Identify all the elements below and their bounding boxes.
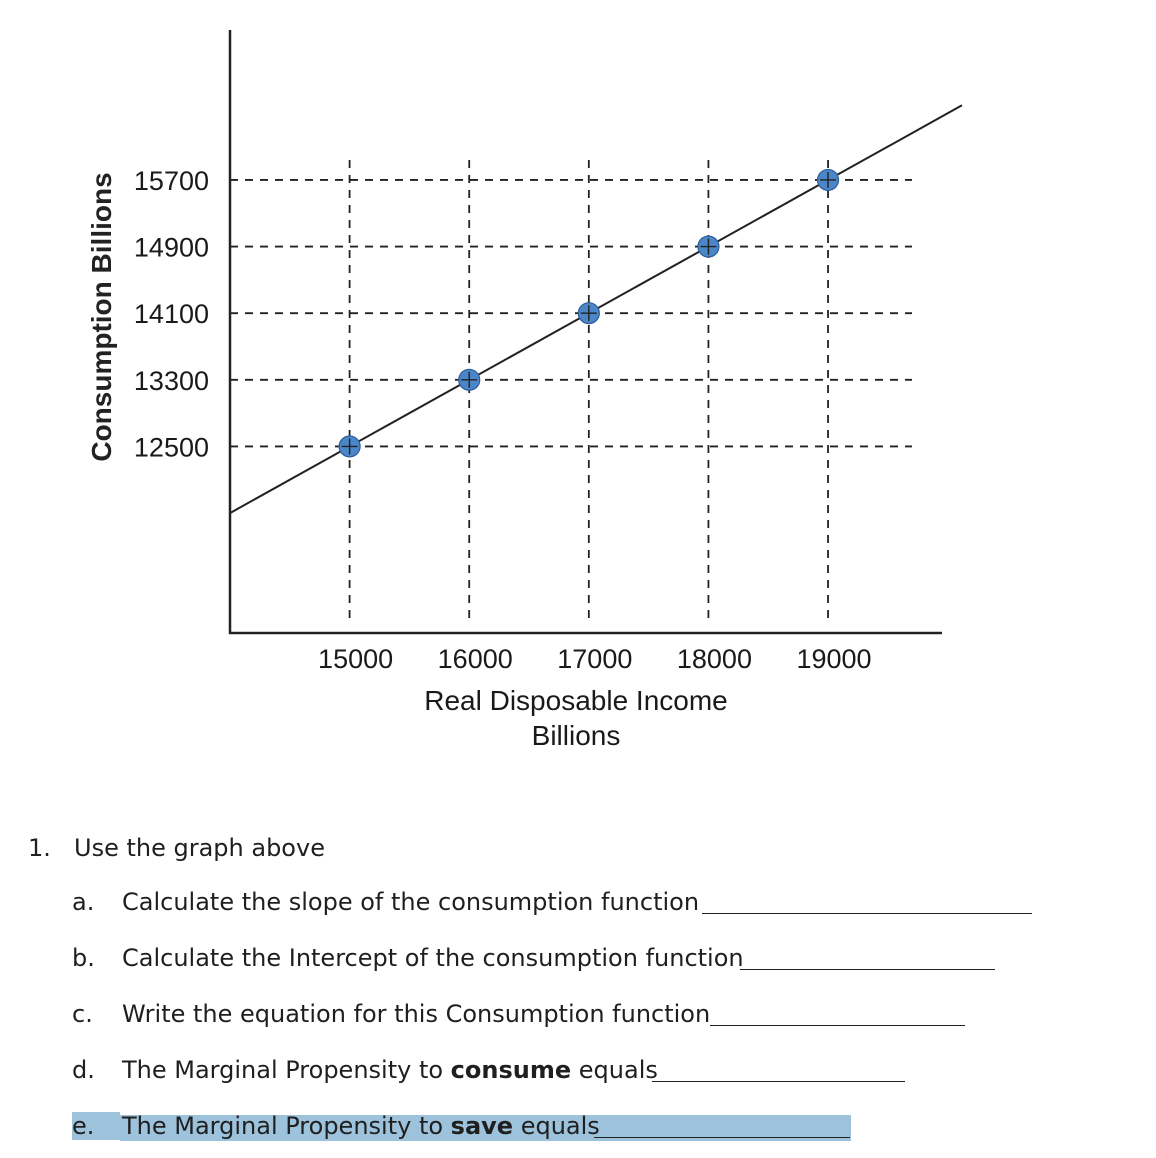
x-axis-label [424, 685, 728, 751]
question-1 [28, 834, 325, 862]
sub-text: The Marginal Propensity to consume equals [122, 1056, 658, 1084]
y-tick-label: 14900 [133, 232, 209, 263]
answer-blank-a[interactable] [702, 913, 1032, 914]
y-axis-label: Consumption Billions [86, 172, 117, 462]
x-tick-label: 17000 [557, 644, 633, 674]
x-tick-label: 18000 [676, 644, 752, 674]
sub-text: Calculate the Intercept of the consumption function [122, 944, 744, 972]
sub-question-a [72, 882, 1072, 922]
answer-blank-b[interactable] [740, 969, 995, 970]
y-tick-label: 12500 [133, 432, 209, 463]
y-tick-label: 14100 [133, 299, 209, 330]
answer-blank-c[interactable] [710, 1025, 965, 1026]
x-tick-label: 19000 [796, 644, 872, 674]
y-tick-labels [134, 166, 209, 463]
axes [229, 30, 942, 634]
grid-lines [230, 160, 912, 618]
sub-question-e [72, 1106, 1072, 1146]
sub-letter: a. [72, 888, 95, 916]
question-number: 1. [28, 834, 51, 862]
sub-question-d [72, 1050, 1072, 1090]
sub-text: Calculate the slope of the consumption function [122, 888, 700, 916]
answer-blank-d[interactable] [652, 1081, 905, 1082]
sub-letter: b. [72, 944, 95, 972]
x-tick-label: 16000 [437, 644, 513, 674]
y-tick-label: 15700 [133, 165, 209, 196]
answer-blank-e[interactable] [594, 1137, 850, 1138]
sub-question-c [72, 994, 1072, 1034]
x-axis-label-line: Billions [531, 720, 621, 751]
sub-letter: e. [72, 1112, 120, 1140]
sub-text: Write the equation for this Consumption function [122, 1000, 711, 1028]
sub-letter: d. [72, 1056, 95, 1084]
sub-question-b [72, 938, 1072, 978]
x-axis-label-line: Real Disposable Income [424, 685, 728, 716]
question-prompt: Use the graph above [74, 834, 325, 862]
y-tick-label: 13300 [133, 365, 209, 396]
sub-text: The Marginal Propensity to save equals [122, 1112, 600, 1140]
x-tick-labels [318, 644, 872, 674]
x-tick-label: 15000 [318, 644, 394, 674]
sub-letter: c. [72, 1000, 93, 1028]
